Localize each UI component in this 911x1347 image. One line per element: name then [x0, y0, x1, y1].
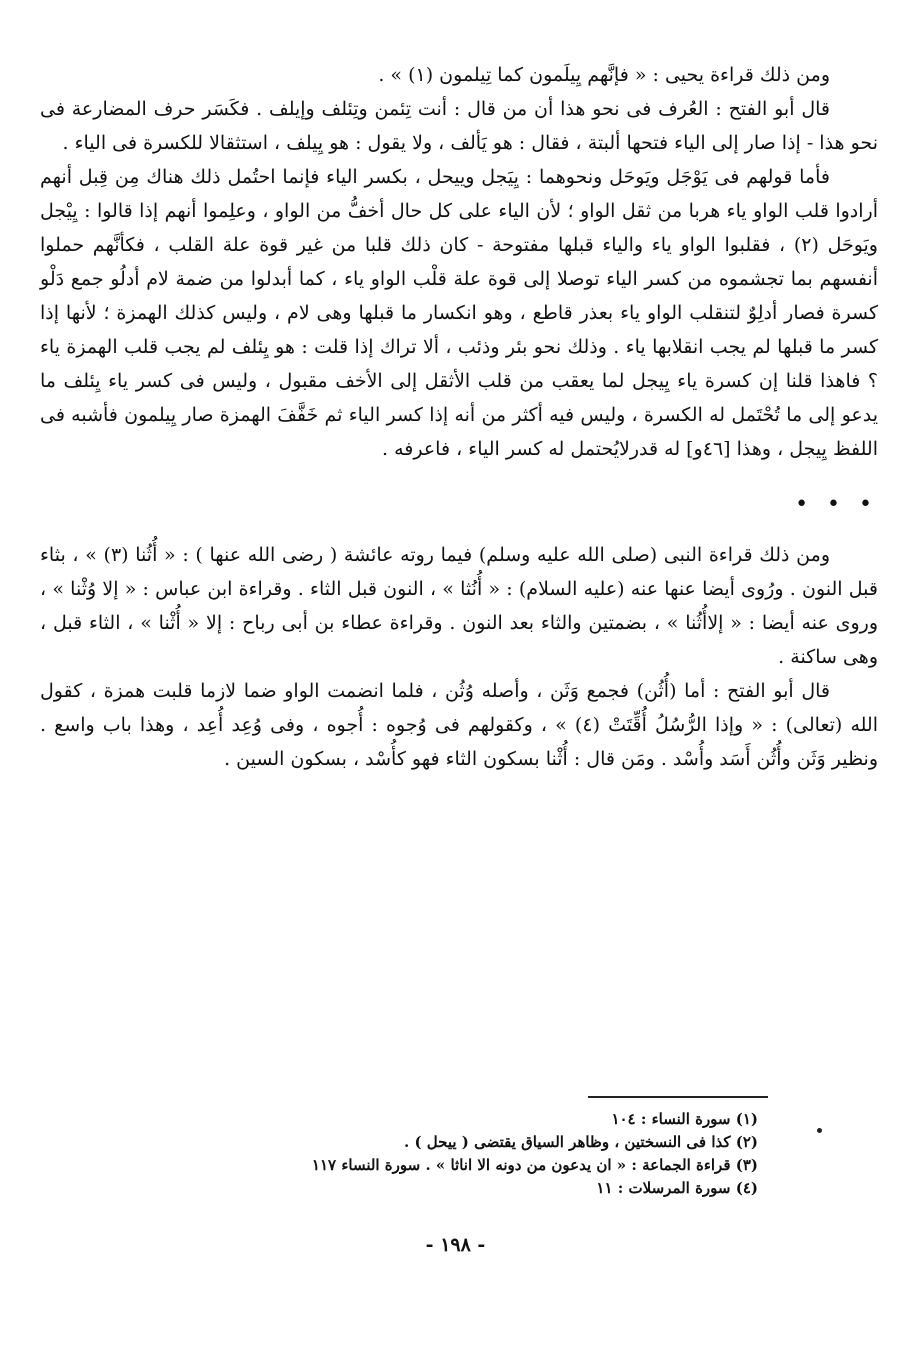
- footnote-3: (٣) قراءة الجماعة : « ان يدعون من دونه الا اناثا » . سورة النساء ١١٧: [311, 1156, 758, 1174]
- paragraph-prophet-reading: ومن ذلك قراءة النبى (صلى الله عليه وسلم) فيما روته عائشة ( رضى الله عنها ) : « أُثُنا (٣) » ، بثاء قبل النون . ورُوى أيضا عنها عنه (عليه السلام) : « أُنُثا » ، النون قبل الثاء . وقراءة ابن عباس : « إلا وُثْنا » ، وروى عنه أيضا : « إلاأُثُنا » ، بضمتين والثاء بعد النون . وقراءة عطاء بن أبى رباح : إلا « أُثْنا » ، الثاء قبل ، وهى ساكنة .: [40, 544, 878, 668]
- paragraph-abu-al-fath-comment: قال أبو الفتح : العُرف فى نحو هذا أن من قال : أنت تِئمن وتِئلف وإيلف . فكَسَر حرف المضارعة فى نحو هذا - إذا صار إلى الياء فتحها ألبتة ، فقال : هو يَألف ، ولا يقول : هو يِيلف ، استثقالا للكسرة فى الياء .: [40, 98, 878, 154]
- footnote-divider: [588, 1096, 768, 1098]
- paragraph-yawjal-discussion: فأما قولهم فى يَوْجَل ويَوحَل ونحوهما : يِيَجل وييحل ، بكسر الياء فإنما احتُمل ذلك هناك مِن قِبل أنهم أرادوا قلب الواو ياء هربا من ثقل الواو ؛ لأن الياء على كل حال أخفُّ من الواو ، وعلِموا أنهم إذا قالوا : يِيْجل ويَوحَل (٢) ، فقلبوا الواو ياء والياء قبلها مفتوحة - كان ذلك قلبا من غير قوة علة القلب ، فكأنَّهم حملوا أنفسهم بما تجشموه من كسر الياء توصلا إلى قوة علة قلْب الواو ياء ، كما أبدلوا من ضمة لام أدلُو جمع دَلْو كسرة فصار أدلِوٌ لتنقلب الواو ياء بعذر قاطع ، وهو انكسار ما قبلها وهى لام ، وليس كذلك الهمزة ؛ لأنها إذا كسر ما قبلها لم يجب انقلابها ياء . وذلك نحو بئر وذئب ، ألا تراك إذا قلت : هو يِئلف لم يجب قلب الهمزة ياء ؟ فاهذا قلنا إن كسرة ياء يِيجل لما يعقب من قلب الأثقل إلى الأخف مقبول ، وليس فى كسر ياء يِئلف ما يدعو إلى ما تُحْتَمل له الكسرة ، وليس فيه أكثر من أنه إذا كسر الياء ثم خَفَّفَ الهمزة صار يِيلمون فأشبه فى اللفظ يِيجل ، وهذا [٤٦و] له قدرلايُحتمل له كسر الياء ، فاعرفه .: [40, 166, 878, 460]
- main-text: [40, 58, 878, 776]
- paragraph-yahya-reading: ومن ذلك قراءة يحيى : « فإنَّهم يِيلَمون كما تِيلمون (١) » .: [378, 64, 830, 86]
- footnote-4: (٤) سورة المرسلات : ١١: [596, 1179, 758, 1197]
- paragraph-uthun-explanation: قال أبو الفتح : أما (أُثُن) فجمع وَثَن ، وأصله وُثُن ، فلما انضمت الواو ضما لازما قلبت همزة ، كقول الله (تعالى) : « وإذا الرُّسُلُ أُقِّتَتْ (٤) » ، وكقولهم فى وُجوه : أُجوه ، وفى وُعِد أُعِد ، وهذا باب واسع . ونظير وَثَن وأُثُن أَسَد وأُسْد . ومَن قال : أُثْنا بسكون الثاء فهو كأُسْد ، بسكون السين .: [40, 680, 878, 770]
- footnote-2: (٢) كذا فى النسختين ، وظاهر السياق يقتضى ( ييحل ) .: [404, 1133, 758, 1151]
- page-number: - ١٩٨ -: [425, 1234, 486, 1256]
- footnote-1: (١) سورة النساء : ١٠٤: [611, 1110, 758, 1128]
- margin-dot: [817, 1128, 822, 1133]
- footnotes: [150, 1108, 758, 1200]
- section-separator: • • •: [795, 492, 878, 517]
